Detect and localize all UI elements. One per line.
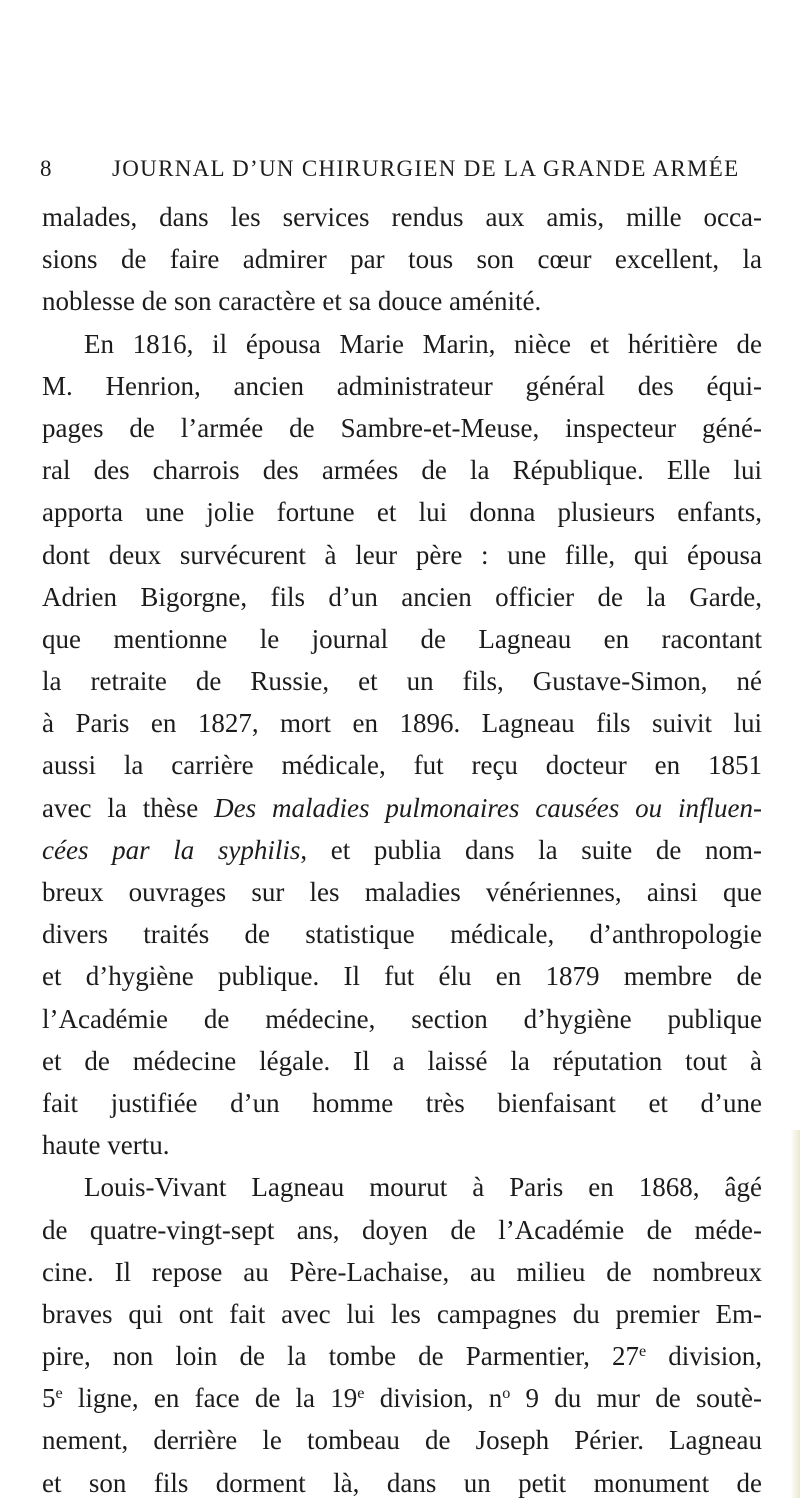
text-line: Louis-Vivant Lagneau mourut à Paris en 1868, âgé xyxy=(84,1172,762,1203)
text-line: aussi la carrière médicale, fut reçu docteur en 1851 xyxy=(42,750,762,781)
text-line: l’Académie de médecine, section d’hygiène publique xyxy=(42,1003,762,1034)
text-line: haute vertu. xyxy=(42,1130,170,1161)
text-line: cine. Il repose au Père-Lachaise, au milieu de nombreux xyxy=(42,1256,762,1287)
text-line: que mentionne le journal de Lagneau en racontant xyxy=(42,623,762,654)
text-line: pages de l’armée de Sambre-et-Meuse, inspecteur géné- xyxy=(42,412,762,443)
book-title: cées par la syphilis xyxy=(42,834,301,865)
text-line: En 1816, il épousa Marie Marin, nièce et héritière de xyxy=(84,328,762,359)
text-line: M. Henrion, ancien administrateur général des équi- xyxy=(42,370,762,401)
text-line: et d’hygiène publique. Il fut élu en 1879 membre de xyxy=(42,961,762,992)
text-line: la retraite de Russie, et un fils, Gustave-Simon, né xyxy=(42,666,762,697)
page-edge-shadow xyxy=(790,1130,800,1498)
text-line: de quatre-vingt-sept ans, doyen de l’Académie de méde- xyxy=(42,1214,762,1245)
running-title: JOURNAL D’UN CHIRURGIEN DE LA GRANDE ARMÉE xyxy=(112,156,740,181)
page-number: 8 xyxy=(40,156,53,181)
book-title: Des maladies pulmonaires causées ou influen- xyxy=(214,792,762,823)
text-line: et son fils dorment là, dans un petit monument de xyxy=(42,1467,762,1498)
text-line: apporta une jolie fortune et lui donna plusieurs enfants, xyxy=(42,497,762,528)
text-line: dont deux survécurent à leur père : une fille, qui épousa xyxy=(42,539,762,570)
text-line: braves qui ont fait avec lui les campagnes du premier Em- xyxy=(42,1298,762,1329)
text-line: breux ouvrages sur les maladies vénériennes, ainsi que xyxy=(42,877,762,907)
text-line: ral des charrois des armées de la République. Elle lui xyxy=(42,455,762,486)
text-line-italic-title: avec la thèse Des maladies pulmonaires causées ou influen- xyxy=(42,792,762,823)
text-line: et de médecine légale. Il a laissé la réputation tout à xyxy=(42,1045,762,1076)
text-line: divers traités de statistique médicale, d’anthropologie xyxy=(42,919,762,950)
text-line-superscript: 5e ligne, en face de la 19e division, $n^o$ 9 du mur de soutè- xyxy=(42,1383,762,1414)
text-line: à Paris en 1827, mort en 1896. Lagneau fils suivit lui xyxy=(42,708,762,739)
text-line-italic-title: cées par la syphilis, et publia dans la suite de nom- xyxy=(42,834,762,865)
body-text xyxy=(42,196,762,1504)
running-head xyxy=(40,156,780,192)
text-line: fait justifiée d’un homme très bienfaisant et d’une xyxy=(42,1087,762,1118)
text-line: Adrien Bigorgne, fils d’un ancien officier de la Garde, xyxy=(42,581,762,612)
text-line: malades, dans les services rendus aux amis, mille occa- xyxy=(42,202,762,232)
text-line: sions de faire admirer par tous son cœur excellent, la xyxy=(42,244,762,275)
text-line: nement, derrière le tombeau de Joseph Périer. Lagneau xyxy=(42,1425,762,1456)
text-line-superscript: pire, non loin de la tombe de Parmentier, 27e division, xyxy=(42,1341,763,1372)
text-line: noblesse de son caractère et sa douce aménité. xyxy=(42,286,542,317)
